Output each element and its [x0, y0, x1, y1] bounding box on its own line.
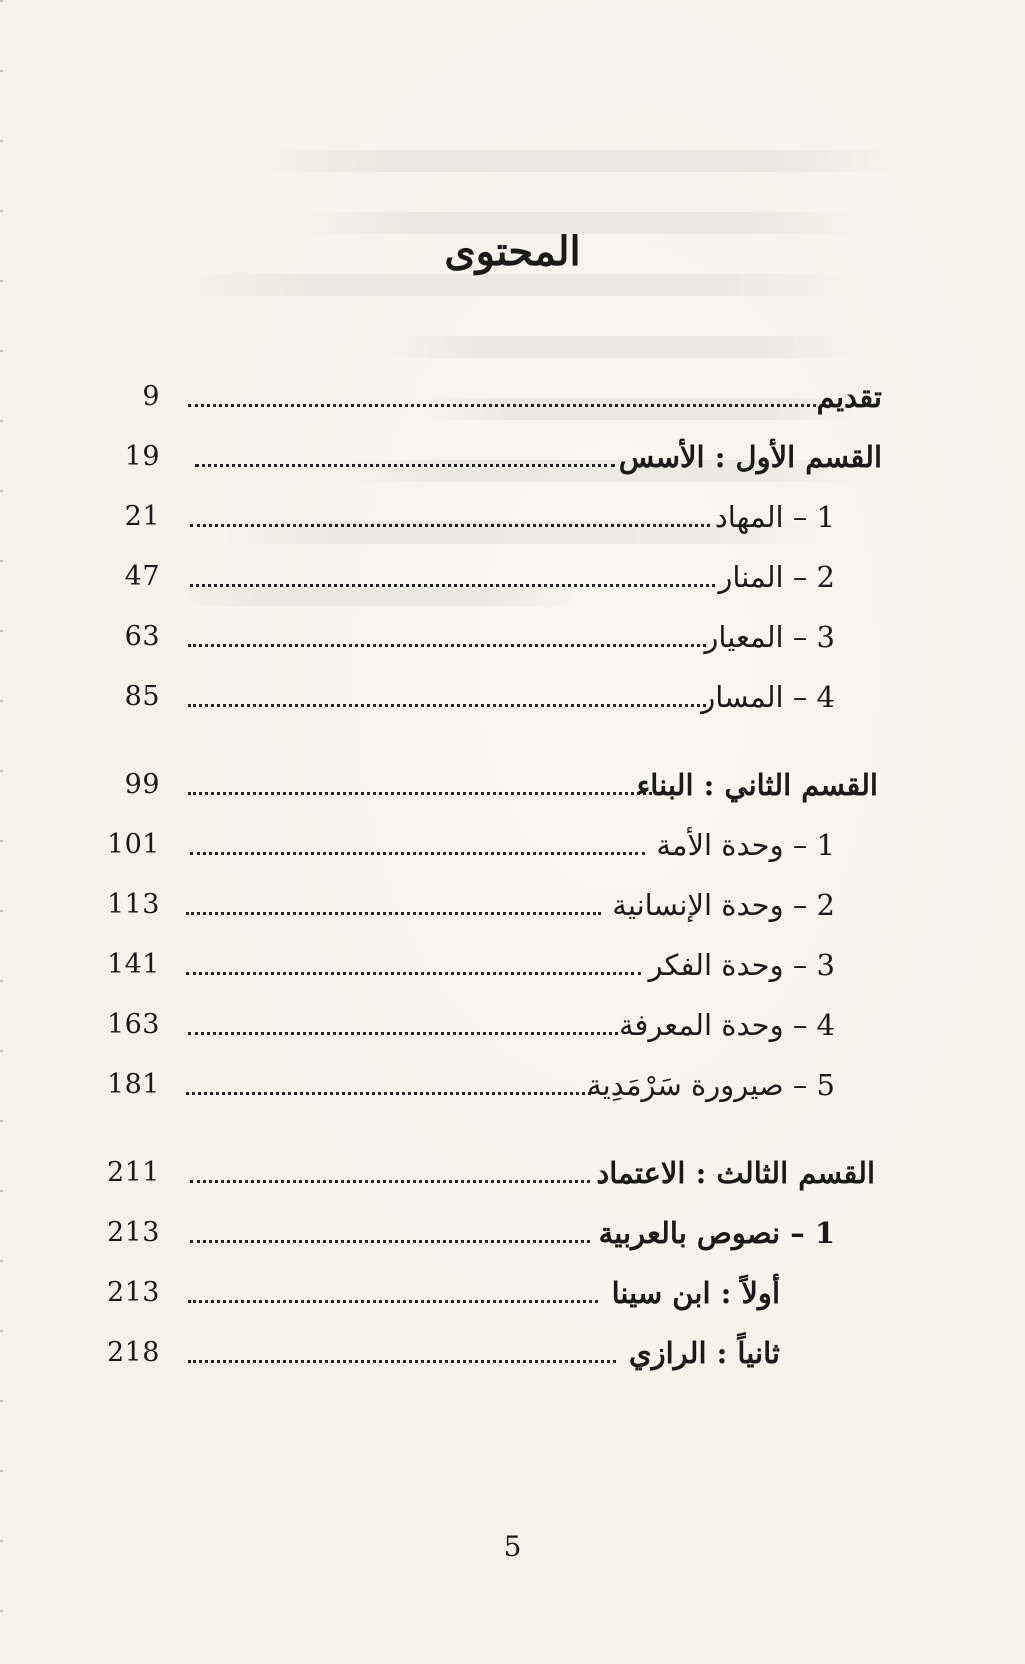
toc-leader [195, 464, 615, 467]
toc-leader [190, 1240, 590, 1243]
toc-leader [188, 704, 706, 707]
toc-leader [190, 584, 715, 587]
toc-entry-label: 5 – صيرورة سَرْمَدِية [587, 1068, 835, 1102]
toc-page-number: 213 [106, 1277, 160, 1308]
toc-entry [0, 1333, 1025, 1373]
toc-leader [188, 404, 816, 407]
toc-entry-label: 2 – المنار [718, 560, 835, 594]
toc-page-number: 113 [106, 889, 160, 920]
toc-leader [190, 524, 710, 527]
toc-entry [0, 885, 1025, 925]
toc-page-number: 218 [106, 1337, 160, 1368]
toc-entry-label: 2 – وحدة الإنسانية [612, 888, 835, 922]
toc-page-number: 19 [124, 441, 160, 472]
toc-entry-label: ثانياً : الرازي [628, 1336, 780, 1370]
toc-entry-label: 4 – وحدة المعرفة [618, 1008, 835, 1042]
toc-entry-label: 1 – المهاد [714, 500, 835, 534]
toc-page-number: 141 [106, 949, 160, 980]
toc-leader [188, 1032, 618, 1035]
toc-section-heading [0, 437, 1025, 477]
toc-entry-label: 3 – وحدة الفكر [648, 948, 835, 982]
toc-entry-label: القسم الأول : الأسس [618, 440, 882, 474]
toc-leader [188, 1300, 598, 1303]
toc-entry-label: تقديم [816, 380, 882, 414]
toc-leader [186, 1092, 591, 1095]
toc-entry-label: القسم الثالث : الاعتماد [596, 1156, 875, 1190]
toc-entry-label: أولاً : ابن سينا [611, 1276, 780, 1310]
toc-entry-label: 4 – المسار [701, 680, 835, 714]
toc-page-number: 9 [142, 381, 160, 412]
toc-entry [0, 497, 1025, 537]
toc-leader [190, 1180, 590, 1183]
toc-leader [186, 972, 641, 975]
toc-entry-label: 3 – المعيار [704, 620, 835, 654]
toc-entry [0, 1273, 1025, 1313]
toc-entry [0, 1005, 1025, 1045]
toc-section-heading [0, 1153, 1025, 1193]
toc-entry [0, 677, 1025, 717]
toc-entry-label: 1 – وحدة الأمة [656, 828, 835, 862]
toc-entry [0, 1213, 1025, 1253]
toc-leader [188, 792, 658, 795]
toc-entry [0, 1065, 1025, 1105]
toc-entry-introduction [0, 377, 1025, 417]
toc-page-number: 211 [106, 1157, 160, 1188]
toc-entry-label: القسم الثاني : البناء [636, 768, 878, 802]
toc-page-number: 213 [106, 1217, 160, 1248]
page-number-footer: 5 [503, 1530, 522, 1563]
toc-page-number: 63 [124, 621, 160, 652]
toc-page-number: 181 [106, 1069, 160, 1100]
toc-page-number: 85 [124, 681, 160, 712]
toc-entry [0, 617, 1025, 657]
toc-page-number: 47 [124, 561, 160, 592]
toc-entry-label: 1 – نصوص بالعربية [598, 1216, 835, 1250]
toc-section-heading [0, 765, 1025, 805]
toc-entry [0, 945, 1025, 985]
toc-page-number: 163 [106, 1009, 160, 1040]
toc-page-number: 101 [106, 829, 160, 860]
toc-leader [190, 852, 645, 855]
toc-page-number: 99 [124, 769, 160, 800]
toc-entry [0, 825, 1025, 865]
toc-entry [0, 557, 1025, 597]
page-title: المحتوى [444, 228, 581, 275]
toc-leader [188, 644, 706, 647]
toc-page-number: 21 [124, 501, 160, 532]
toc-leader [186, 912, 601, 915]
toc-leader [188, 1360, 616, 1363]
